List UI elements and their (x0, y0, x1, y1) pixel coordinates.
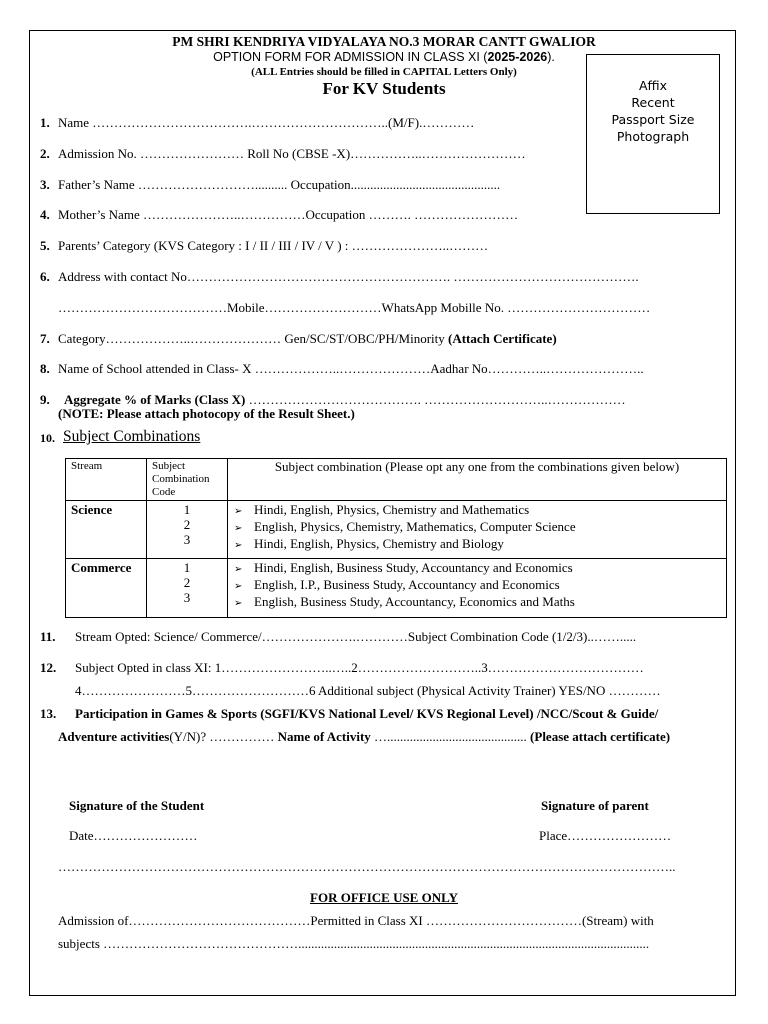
father-field[interactable]: Father’s Name ……………………….......... Occupation.............................................. (58, 177, 501, 192)
code: 2 (183, 517, 191, 532)
participation-field[interactable]: Adventure activities(Y/N)? …………… Name of Activity …........................................... (Please attach certificate) (58, 729, 671, 744)
field-number: 10. (40, 431, 55, 445)
photo-line: Affix (638, 78, 668, 93)
participation-label: Participation in Games & Sports (SGFI/KVS National Level/ KVS Regional Level) /NCC/Scout & Guide/ (75, 706, 659, 721)
stream-science: Science (66, 501, 147, 559)
options-cell (228, 501, 727, 559)
options-cell (228, 559, 727, 618)
subject-combinations-table (65, 458, 727, 618)
office-subjects-line[interactable]: subjects ………………………………………............................................................................................................ (58, 936, 650, 951)
subject-combinations-heading: Subject Combinations (63, 428, 201, 445)
codes-cell (147, 559, 228, 618)
combination-option[interactable]: ➢ Hindi, English, Physics, Chemistry and Biology (234, 536, 721, 553)
result-sheet-note: (NOTE: Please attach photocopy of the Result Sheet.) (58, 406, 355, 421)
name-field[interactable]: Name ……………………………….…………………………..(M/F).………… (58, 115, 475, 130)
code: 3 (183, 532, 191, 547)
photo-line: Passport Size (611, 112, 695, 127)
admission-roll-field[interactable]: Admission No. …………………… Roll No (CBSE -X)……………..…………………… (58, 146, 526, 161)
table-row (66, 501, 727, 559)
header-code: Subject Combination Code (147, 459, 228, 501)
capital-letters-note: (ALL Entries should be filled in CAPITAL Letters Only) (251, 66, 517, 78)
code: 1 (183, 502, 191, 517)
mother-field[interactable]: Mother’s Name …………………..……………Occupation ………. …………………… (58, 207, 519, 222)
place-field[interactable]: Place…………………… (539, 828, 672, 843)
field-number: 11. (40, 629, 56, 644)
school-name: PM SHRI KENDRIYA VIDYALAYA NO.3 MORAR CANTT GWALIOR (172, 34, 596, 49)
address-field[interactable]: Address with contact No……………………………………………………. ……………………………………. (58, 269, 639, 284)
photo-line: Recent (631, 95, 675, 110)
subjects-opted-field-2[interactable]: 4……………………5………………………6 Additional subject (Physical Activity Trainer) YES/NO ………… (75, 683, 661, 698)
code: 2 (183, 575, 191, 590)
photo-box[interactable] (586, 54, 720, 214)
field-number: 13. (40, 706, 57, 721)
combination-option[interactable]: ➢ English, Business Study, Accountancy, Economics and Maths (234, 594, 721, 611)
marks-field[interactable]: Aggregate % of Marks (Class X) …………………………………. ………………………..……………… (64, 392, 626, 407)
field-number: 8. (40, 361, 50, 376)
page-subtitle: For KV Students (322, 79, 446, 98)
field-number: 12. (40, 660, 57, 675)
field-number: 7. (40, 331, 50, 346)
header-stream: Stream (66, 459, 147, 501)
field-number: 9. (40, 392, 50, 407)
field-number: 6. (40, 269, 50, 284)
parent-signature-label: Signature of parent (541, 798, 649, 813)
office-admission-line[interactable]: Admission of……………………………………Permitted in Class XI ………………………………(Stream) with (58, 913, 654, 928)
form-title: OPTION FORM FOR ADMISSION IN CLASS XI (2025-2026). (213, 50, 555, 64)
stream-commerce: Commerce (66, 559, 147, 618)
combination-option[interactable]: ➢ English, Physics, Chemistry, Mathematics, Computer Science (234, 519, 721, 536)
table-row (66, 559, 727, 618)
field-number: 3. (40, 177, 50, 192)
student-signature-label: Signature of the Student (69, 798, 205, 813)
stream-opted-field[interactable]: Stream Opted: Science/ Commerce/………………….…………Subject Combination Code (1/2/3)..……..... (75, 629, 637, 644)
table-header-row (66, 459, 727, 501)
office-use-heading: FOR OFFICE USE ONLY (310, 890, 458, 905)
parents-category-field[interactable]: Parents’ Category (KVS Category : I / II / III / IV / V ) : …………………..……… (58, 238, 489, 253)
field-number: 1. (40, 115, 50, 130)
field-number: 4. (40, 207, 50, 222)
code: 1 (183, 560, 191, 575)
school-aadhar-field[interactable]: Name of School attended in Class- X ………………..…………………Aadhar No…………..………………….. (58, 361, 644, 376)
codes-cell (147, 501, 228, 559)
combination-option[interactable]: ➢ English, I.P., Business Study, Accountancy and Economics (234, 577, 721, 594)
photo-line: Photograph (616, 129, 690, 144)
field-number: 5. (40, 238, 50, 253)
combination-option[interactable]: ➢ Hindi, English, Business Study, Accountancy and Economics (234, 560, 721, 577)
date-field[interactable]: Date…………………… (69, 828, 198, 843)
field-number: 2. (40, 146, 50, 161)
code: 3 (183, 590, 191, 605)
combination-option[interactable]: ➢ Hindi, English, Physics, Chemistry and Mathematics (234, 502, 721, 519)
mobile-field[interactable]: …………………………………Mobile………………………WhatsApp Mobille No. …………………………… (58, 300, 651, 315)
header-combination: Subject combination (Please opt any one from the combinations given below) (228, 459, 727, 501)
dotted-rule: …………………………………………………………………………………………………………………………….. (58, 859, 676, 874)
subjects-opted-field[interactable]: Subject Opted in class XI: 1……………………..…..2………………………..3……………………………… (75, 660, 644, 675)
category-field[interactable]: Category………………..………………… Gen/SC/ST/OBC/PH/Minority (Attach Certificate) (58, 331, 557, 346)
